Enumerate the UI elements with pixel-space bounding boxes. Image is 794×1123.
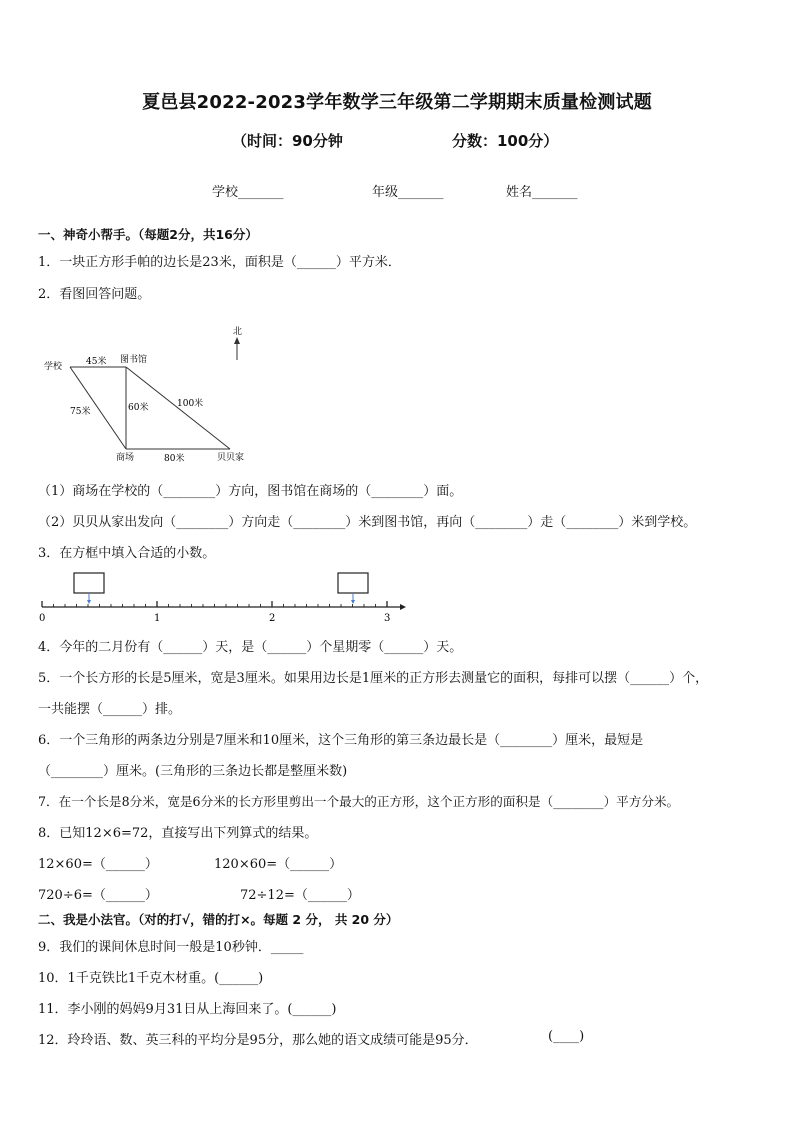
library-label: 图书馆 [120,355,148,365]
calc-4: 72÷12=（______） [240,888,360,903]
question-5a: 5．一个长方形的长是5厘米，宽是3厘米。如果用边长是1厘米的正方形去测量它的面积，每排可以摆（______）个， [38,671,709,686]
dist-library-mall: 60米 [128,403,149,413]
tick-label-0: 0 [39,613,46,624]
pointer-1-head [87,600,91,604]
question-2-sub2: （2）贝贝从家出发向（________）方向走（________）米到图书馆，再向（________）走（________）米到学校。 [38,515,697,530]
question-1: 1．一块正方形手帕的边长是23米，面积是（______）平方米． [38,255,401,270]
axis-arrow [400,604,406,610]
name-field[interactable]: 姓名_______ [506,185,578,200]
section1-heading: 一、神奇小帮手。（每题2分，共16分） [38,227,258,242]
question-8: 8．已知12×6=72，直接写出下列算式的结果。 [38,826,318,841]
question-4: 4．今年的二月份有（______）天，是（______）个星期零（______）天。 [38,640,463,655]
exam-time: （时间：90分钟 [232,132,343,150]
question-9: 9．我们的课间休息时间一般是10秒钟．_____ [38,940,304,955]
pointer-2-head [351,600,355,604]
calc-3: 720÷6=（______） [38,888,158,903]
tick-label-3: 3 [384,613,391,624]
exam-score: 分数：100分） [452,132,559,150]
tick-marks [42,601,387,607]
answer-box-2[interactable] [338,573,368,593]
question-11: 11．李小刚的妈妈9月31日从上海回来了。(______) [38,1002,337,1017]
question-2-sub1: （1）商场在学校的（________）方向，图书馆在商场的（________）面。 [38,484,463,499]
tick-label-2: 2 [269,613,276,624]
question-12: 12．玲玲语、数、英三科的平均分是95分，那么她的语文成绩可能是95分． [38,1033,478,1048]
mall-label: 商场 [116,453,135,463]
dist-school-library: 45米 [86,357,107,367]
question-7: 7．在一个长是8分米，宽是6分米的长方形里剪出一个最大的正方形，这个正方形的面积是（________）平方分米。 [38,794,680,809]
section2-heading: 二、我是小法官。（对的打√，错的打×。每题 2 分， 共 20 分） [38,912,399,927]
north-arrow-icon [234,337,240,344]
map-figure [40,322,260,467]
number-line [34,568,414,624]
home-label: 贝贝家 [217,453,245,463]
question-6a: 6．一个三角形的两条边分别是7厘米和10厘米，这个三角形的第三条边最长是（________）厘米，最短是 [38,733,644,748]
question-12-blank[interactable]: (____) [548,1029,585,1044]
tick-label-1: 1 [154,613,161,624]
dist-school-mall: 75米 [70,407,91,417]
question-10: 10．1千克铁比1千克木材重。(______) [38,971,264,986]
question-3: 3．在方框中填入合适的小数。 [38,546,216,561]
school-field[interactable]: 学校_______ [212,185,284,200]
dist-mall-home: 80米 [164,454,185,464]
calc-2: 120×60=（______） [214,857,343,872]
question-6b: （________）厘米。(三角形的三条边长都是整厘米数) [38,764,348,779]
dist-library-home: 100米 [177,399,204,409]
question-5b: 一共能摆（______）排。 [38,702,182,717]
page-title: 夏邑县2022-2023学年数学三年级第二学期期末质量检测试题 [142,92,652,113]
grade-field[interactable]: 年级_______ [372,185,444,200]
answer-box-1[interactable] [74,573,104,593]
school-label: 学校 [44,362,63,372]
calc-1: 12×60=（______） [38,857,158,872]
north-label: 北 [233,327,243,337]
question-2: 2．看图回答问题。 [38,287,151,302]
